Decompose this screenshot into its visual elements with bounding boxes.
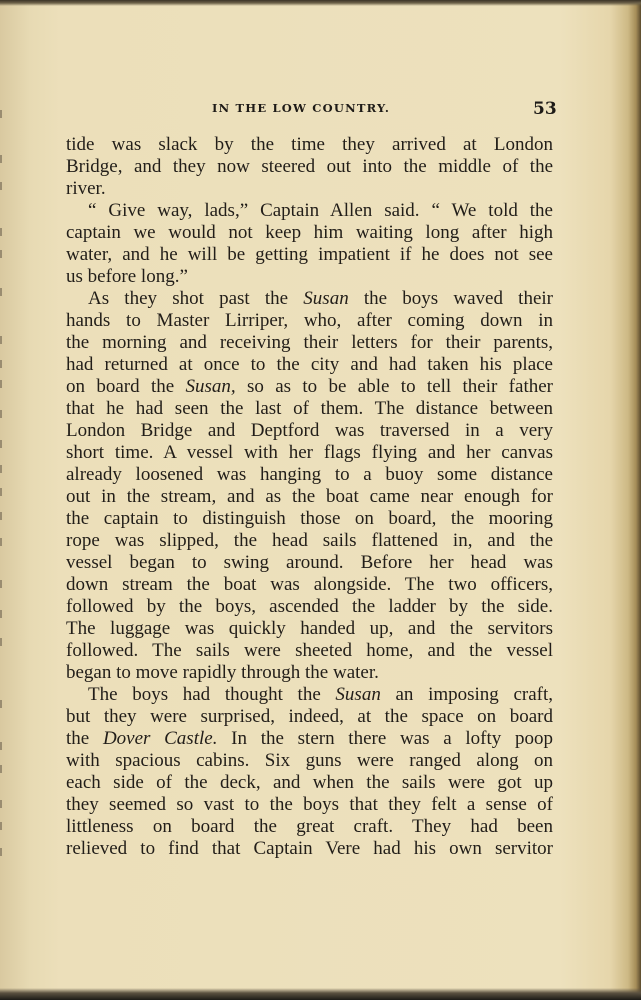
gutter-mark [0,765,14,773]
gutter-mark [0,512,14,520]
text-line: London Bridge and Deptford was traversed in a very [66,420,553,441]
text-line: tide was slack by the time they arrived at London [66,134,553,155]
body-text [66,134,553,860]
text-line: vessel began to swing around. Before her head was [66,552,553,573]
text-run: on board the [66,376,186,397]
page-bottom-edge [0,988,641,1000]
text-line: but they were surprised, indeed, at the space on board [66,706,553,727]
gutter-mark [0,182,14,190]
text-line: relieved to find that Captain Vere had his own servitor [66,838,553,859]
gutter-mark [0,155,14,163]
text-line: followed by the boys, ascended the ladder by the side. [66,596,553,617]
gutter-mark [0,250,14,258]
text-line: down stream the boat was alongside. The two officers, [66,574,553,595]
text-run: an imposing craft, [380,684,554,705]
text-line: out in the stream, and as the boat came near enough for [66,486,553,507]
text-line: the captain to distinguish those on board, the mooring [66,508,553,529]
page-header [0,99,641,123]
gutter-mark [0,228,14,236]
text-line: rope was slipped, the head sails flattened in, and the [66,530,553,551]
gutter-mark [0,410,14,418]
text-line: they seemed so vast to the boys that they felt a sense of [66,794,553,815]
gutter-mark [0,800,14,808]
text-line [66,728,553,750]
text-line [66,376,553,398]
gutter-mark [0,848,14,856]
text-line: water, and he will be getting impatient if he does not see [66,244,553,265]
gutter-mark [0,288,14,296]
running-head: IN THE LOW COUNTRY. [212,101,391,115]
gutter-mark [0,580,14,588]
text-line: already loosened was hanging to a buoy some distance [66,464,553,485]
gutter-mark [0,538,14,546]
gutter-mark [0,465,14,473]
page-top-shadow [0,0,641,6]
italic-title: Susan [335,684,381,705]
gutter-mark [0,638,14,646]
italic-title: Susan [303,288,349,309]
text-line [66,684,553,706]
text-run: the [66,728,103,749]
text-line: short time. A vessel with her flags flying and her canvas [66,442,553,463]
text-line: began to move rapidly through the water. [66,662,379,683]
text-line: “ Give way, lads,” Captain Allen said. “ We told the [88,200,553,221]
italic-title: Susan, [185,376,236,397]
text-line: Bridge, and they now steered out into the middle of the [66,156,553,177]
text-line: captain we would not keep him waiting long after high [66,222,553,243]
text-line: with spacious cabins. Six guns were ranged along on [66,750,553,771]
page-number: 53 [533,99,557,119]
gutter-mark [0,360,14,368]
gutter-mark [0,488,14,496]
text-line: that he had seen the last of them. The distance between [66,398,553,419]
text-line: each side of the deck, and when the sails were got up [66,772,553,793]
text-line: us before long.” [66,266,188,287]
gutter-mark [0,610,14,618]
gutter-mark [0,380,14,388]
binding-gutter [0,110,14,880]
text-line: the morning and receiving their letters for their parents, [66,332,553,353]
text-line: littleness on board the great craft. They had been [66,816,553,837]
text-line: had returned at once to the city and had taken his place [66,354,553,375]
gutter-mark [0,822,14,830]
gutter-mark [0,440,14,448]
text-line [66,288,553,310]
gutter-mark [0,336,14,344]
text-line: followed. The sails were sheeted home, and the vessel [66,640,553,661]
gutter-mark [0,700,14,708]
text-run: As they shot past the [88,288,304,309]
text-run: The boys had thought the [88,684,336,705]
text-run: the boys waved their [348,288,553,309]
text-line: hands to Master Lirriper, who, after coming down in [66,310,553,331]
text-line: The luggage was quickly handed up, and the servitors [66,618,553,639]
italic-title: Dover Castle. [102,728,218,749]
text-run: In the stern there was a lofty poop [217,728,554,749]
text-run: so as to be able to tell their father [235,376,553,397]
text-line: river. [66,178,106,199]
gutter-mark [0,742,14,750]
